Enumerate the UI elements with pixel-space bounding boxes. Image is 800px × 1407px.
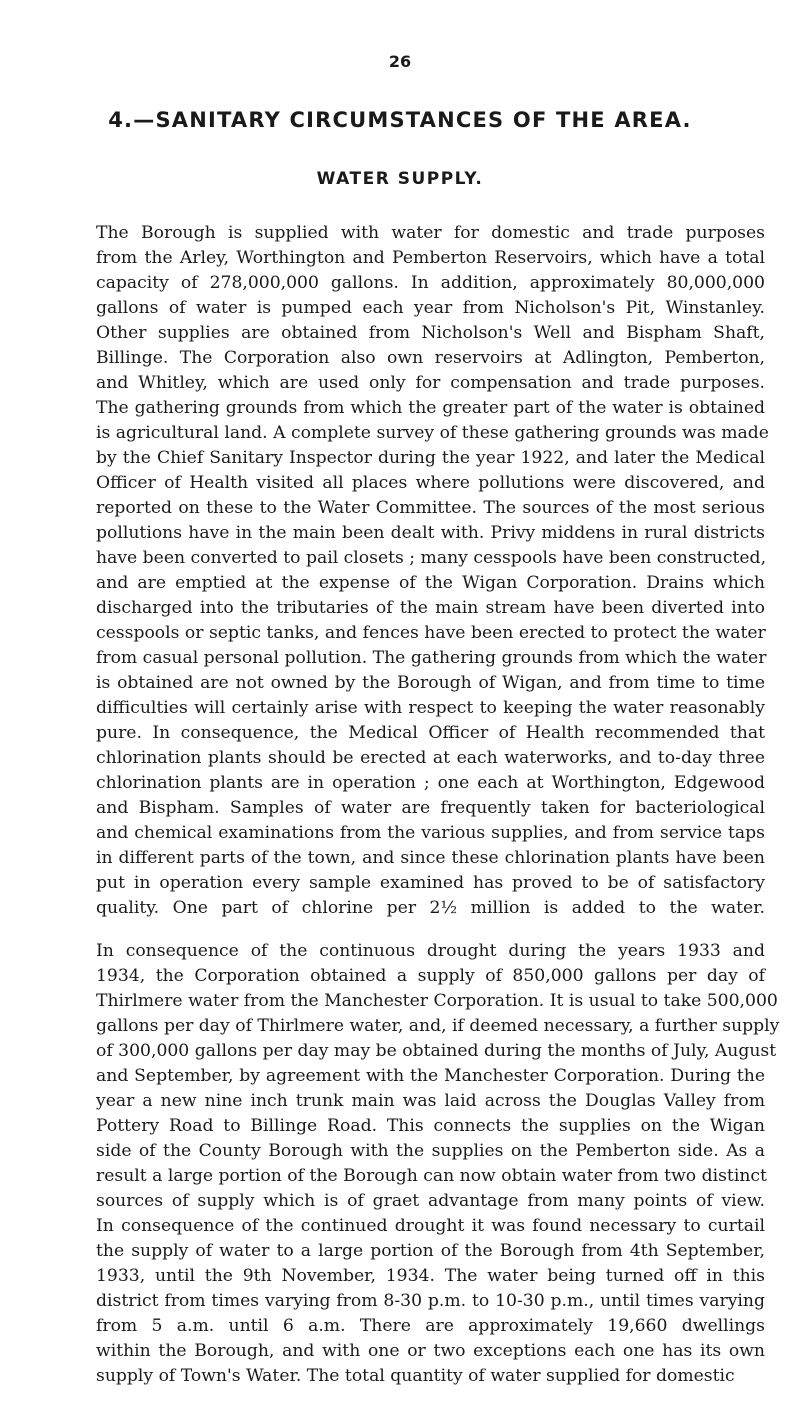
text-line: and September, by agreement with the Manchester Corporation. During the <box>96 1066 765 1086</box>
text-line: Officer of Health visited all places where pollutions were discovered, and <box>96 473 765 493</box>
text-line: 1933, until the 9th November, 1934. The water being turned off in this <box>96 1266 765 1286</box>
text-line: The gathering grounds from which the greater part of the water is obtained <box>96 398 765 418</box>
text-line: from casual personal pollution. The gathering grounds from which the water <box>96 648 767 668</box>
text-line: Pottery Road to Billinge Road. This connects the supplies on the Wigan <box>96 1116 765 1136</box>
section-heading: 4.—SANITARY CIRCUMSTANCES OF THE AREA. <box>108 108 692 132</box>
text-line: sources of supply which is of graet advantage from many points of view. <box>96 1191 765 1211</box>
text-line: 1934, the Corporation obtained a supply of 850,000 gallons per day of <box>96 966 765 986</box>
text-line: reported on these to the Water Committee. The sources of the most serious <box>96 498 765 518</box>
text-line: chlorination plants should be erected at each waterworks, and to-day three <box>96 748 765 768</box>
body-text <box>53 221 780 1407</box>
text-line: In consequence of the continuous drought during the years 1933 and <box>96 941 765 961</box>
text-line: cesspools or septic tanks, and fences have been erected to protect the water <box>96 623 766 643</box>
text-line: the supply of water to a large portion of the Borough from 4th September, <box>96 1241 765 1261</box>
text-line: is agricultural land. A complete survey of these gathering grounds was made <box>96 423 769 443</box>
text-line: from 5 a.m. until 6 a.m. There are approximately 19,660 dwellings <box>96 1316 765 1336</box>
text-line: difficulties will certainly arise with respect to keeping the water reasonably <box>96 698 765 718</box>
text-line: Thirlmere water from the Manchester Corporation. It is usual to take 500,000 <box>96 991 778 1011</box>
text-line: chlorination plants are in operation ; one each at Worthington, Edgewood <box>96 773 765 793</box>
text-line: of 300,000 gallons per day may be obtained during the months of July, August <box>96 1041 777 1061</box>
text-line: and are emptied at the expense of the Wigan Corporation. Drains which <box>96 573 765 593</box>
text-line: is obtained are not owned by the Borough of Wigan, and from time to time <box>96 673 765 693</box>
text-line: from the Arley, Worthington and Pemberton Reservoirs, which have a total <box>96 248 765 268</box>
text-line: supply of Town's Water. The total quantity of water supplied for domestic <box>96 1366 735 1386</box>
text-line: In consequence of the continued drought it was found necessary to curtail <box>96 1216 765 1236</box>
text-line: in different parts of the town, and since these chlorination plants have been <box>96 848 765 868</box>
text-line: result a large portion of the Borough can now obtain water from two distinct <box>96 1166 767 1186</box>
text-line: pure. In consequence, the Medical Officer of Health recommended that <box>96 723 765 743</box>
text-line: discharged into the tributaries of the main stream have been diverted into <box>96 598 765 618</box>
text-line: within the Borough, and with one or two exceptions each one has its own <box>96 1341 765 1361</box>
text-line: side of the County Borough with the supplies on the Pemberton side. As a <box>96 1141 765 1161</box>
text-line: quality. One part of chlorine per 2½ million is added to the water. <box>96 898 765 918</box>
page-number: 26 <box>388 52 412 71</box>
text-line: put in operation every sample examined has proved to be of satisfactory <box>96 873 765 893</box>
sub-heading: WATER SUPPLY. <box>316 169 484 189</box>
paragraph-1 <box>53 221 769 921</box>
text-line: year a new nine inch trunk main was laid across the Douglas Valley from <box>96 1091 765 1111</box>
text-line: have been converted to pail closets ; many cesspools have been constructed, <box>96 548 767 568</box>
text-line: Billinge. The Corporation also own reservoirs at Adlington, Pemberton, <box>96 348 765 368</box>
text-line: Other supplies are obtained from Nicholson's Well and Bispham Shaft, <box>96 323 765 343</box>
text-line: pollutions have in the main been dealt with. Privy middens in rural districts <box>96 523 765 543</box>
text-line: and Bispham. Samples of water are frequently taken for bacteriological <box>96 798 765 818</box>
text-line: The Borough is supplied with water for domestic and trade purposes <box>96 223 765 243</box>
text-line: gallons per day of Thirlmere water, and, if deemed necessary, a further supply <box>96 1016 780 1036</box>
text-line: and Whitley, which are used only for compensation and trade purposes. <box>96 373 765 393</box>
text-line: gallons of water is pumped each year from Nicholson's Pit, Winstanley. <box>96 298 765 318</box>
paragraph-2 <box>53 939 780 1389</box>
text-line: and chemical examinations from the various supplies, and from service taps <box>96 823 765 843</box>
text-line: by the Chief Sanitary Inspector during the year 1922, and later the Medical <box>96 448 765 468</box>
text-line: district from times varying from 8-30 p.m. to 10-30 p.m., until times varying <box>96 1291 765 1311</box>
text-line: capacity of 278,000,000 gallons. In addition, approximately 80,000,000 <box>96 273 765 293</box>
